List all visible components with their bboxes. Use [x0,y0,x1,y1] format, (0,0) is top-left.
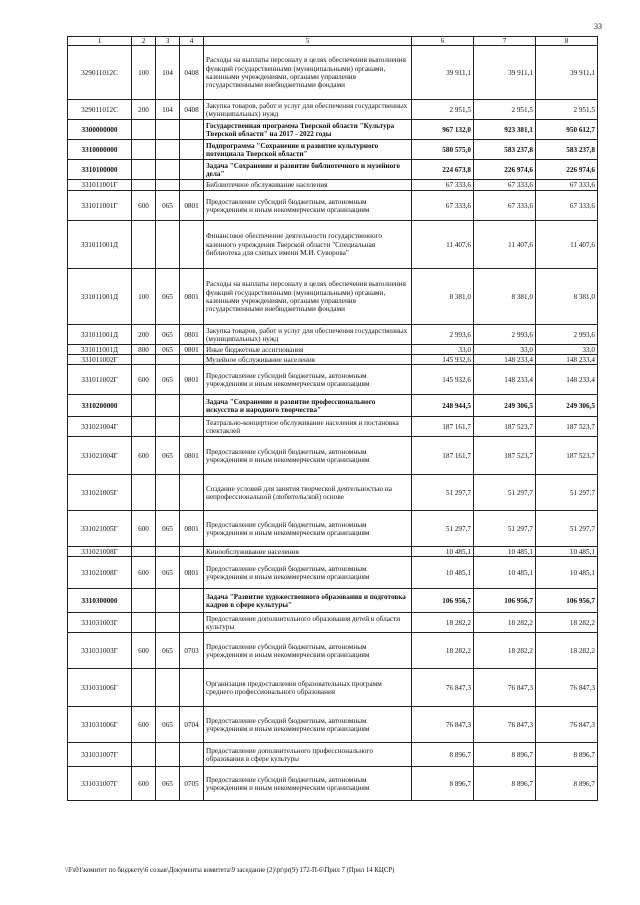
amount-2022-cell: 8 896,7 [536,743,598,767]
amount-2022-cell: 67 333,6 [536,191,598,221]
amount-2020-cell: 8 896,7 [412,743,474,767]
code-cell: 331011002Г [68,365,132,395]
table-row [68,633,598,669]
expense-type-cell [132,743,156,767]
section-cell: 0703 [180,633,204,669]
amount-2021-cell: 187 523,7 [474,437,536,475]
amount-2021-cell: 10 485,1 [474,547,536,557]
amount-2020-cell: 10 485,1 [412,547,474,557]
expense-type-cell [132,120,156,140]
description-cell: Задача "Сохранение и развитие библиотечного и музейного дела" [204,160,412,180]
department-cell: 065 [156,325,180,345]
section-cell: 0704 [180,707,204,743]
expense-type-cell [132,180,156,191]
expense-type-cell [132,355,156,365]
code-cell: 331031007Г [68,767,132,801]
code-cell: 331011002Г [68,355,132,365]
description-cell: Закупка товаров, работ и услуг для обеспечения государственных (муниципальных) нужд [204,325,412,345]
code-cell: 331031003Г [68,633,132,669]
department-cell [156,355,180,365]
department-cell: 104 [156,100,180,120]
section-cell [180,589,204,613]
description-cell: Задача "Сохранение и развитие профессионального искусства и народного творчества" [204,395,412,417]
expense-type-cell [132,589,156,613]
table-row [68,767,598,801]
amount-2020-cell: 106 956,7 [412,589,474,613]
expense-type-cell: 100 [132,269,156,325]
amount-2020-cell: 18 282,2 [412,633,474,669]
code-cell: 331011001Г [68,180,132,191]
expense-type-cell: 600 [132,707,156,743]
description-cell: Расходы на выплаты персоналу в целях обеспечения выполнения функций государственными (муниципальными) органами, казенными учреждениями, органами управления государственными внебюджетными фондами [204,269,412,325]
description-cell: Предоставление дополнительного образования детей в области культуры [204,613,412,633]
description-cell: Предоставление субсидий бюджетным, автономным учреждениям и иным некоммерческим организациям [204,511,412,547]
table-row [68,140,598,160]
code-cell: 331021005Г [68,511,132,547]
amount-2020-cell: 187 161,7 [412,417,474,437]
amount-2021-cell: 33,0 [474,345,536,355]
amount-2021-cell: 10 485,1 [474,557,536,589]
section-cell [180,669,204,707]
section-cell: 0408 [180,46,204,100]
description-cell: Предоставление дополнительного профессионального образования в сфере культуры [204,743,412,767]
department-cell: 065 [156,269,180,325]
expense-type-cell: 600 [132,557,156,589]
description-cell: Государственная программа Тверской области "Культура Тверской области" на 2017 - 2022 годы [204,120,412,140]
amount-2022-cell: 106 956,7 [536,589,598,613]
expense-type-cell: 600 [132,437,156,475]
department-cell [156,140,180,160]
header-cell: 4 [180,37,204,46]
page-number: 33 [594,22,602,31]
code-cell: 331031006Г [68,707,132,743]
table-row [68,557,598,589]
amount-2021-cell: 76 847,3 [474,669,536,707]
expense-type-cell: 600 [132,365,156,395]
amount-2021-cell: 148 233,4 [474,365,536,395]
expense-type-cell: 200 [132,100,156,120]
expense-type-cell [132,547,156,557]
header-cell: 6 [412,37,474,46]
header-cell: 8 [536,37,598,46]
amount-2020-cell: 33,0 [412,345,474,355]
section-cell [180,613,204,633]
department-cell: 065 [156,557,180,589]
code-cell: 331011001Д [68,345,132,355]
table-row [68,547,598,557]
amount-2022-cell: 8 381,0 [536,269,598,325]
department-cell [156,613,180,633]
header-cell: 7 [474,37,536,46]
section-cell: 0801 [180,191,204,221]
code-cell: 331031006Г [68,669,132,707]
expense-type-cell: 600 [132,191,156,221]
table-header-row [68,37,598,46]
code-cell: 331021004Г [68,417,132,437]
section-cell [180,743,204,767]
description-cell: Подпрограмма "Сохранение и развитие культурного потенциала Тверской области" [204,140,412,160]
amount-2021-cell: 226 974,6 [474,160,536,180]
description-cell: Театрально-концертное обслуживание населения и постановка спектаклей [204,417,412,437]
table-row [68,325,598,345]
expense-type-cell [132,417,156,437]
department-cell [156,669,180,707]
amount-2021-cell: 18 282,2 [474,633,536,669]
file-path-footer: \\Fs01\комитет по бюджету\6 созыв\Документы комитета\9 заседание (2)\pr\pr(9) 172-П-6\Прил 7 (Прил 14 КЦСР) [65,867,395,874]
department-cell: 065 [156,707,180,743]
amount-2022-cell: 11 407,6 [536,221,598,269]
table-row [68,511,598,547]
header-cell: 2 [132,37,156,46]
table-row [68,269,598,325]
expense-type-cell [132,475,156,511]
section-cell: 0801 [180,365,204,395]
table-row [68,669,598,707]
amount-2020-cell: 2 993,6 [412,325,474,345]
department-cell [156,160,180,180]
table-row [68,120,598,140]
section-cell: 0408 [180,100,204,120]
section-cell: 0801 [180,325,204,345]
amount-2022-cell: 2 951,5 [536,100,598,120]
amount-2022-cell: 148 233,4 [536,355,598,365]
amount-2020-cell: 67 333,6 [412,180,474,191]
description-cell: Финансовое обеспечение деятельности государственного казенного учреждения Тверской области "Специальная библиотека для слепых имени М.И. Суворова" [204,221,412,269]
amount-2021-cell: 8 381,0 [474,269,536,325]
expense-type-cell [132,395,156,417]
amount-2021-cell: 51 297,7 [474,511,536,547]
department-cell [156,120,180,140]
section-cell [180,395,204,417]
code-cell: 3310300000 [68,589,132,613]
amount-2021-cell: 187 523,7 [474,417,536,437]
expense-type-cell: 200 [132,325,156,345]
amount-2021-cell: 148 233,4 [474,355,536,365]
table-row [68,191,598,221]
code-cell: 3310200000 [68,395,132,417]
amount-2021-cell: 67 333,6 [474,180,536,191]
code-cell: 329011012С [68,46,132,100]
amount-2020-cell: 10 485,1 [412,557,474,589]
expense-type-cell [132,669,156,707]
amount-2021-cell: 51 297,7 [474,475,536,511]
expense-type-cell: 800 [132,345,156,355]
amount-2021-cell: 249 306,5 [474,395,536,417]
code-cell: 331021004Г [68,437,132,475]
section-cell: 0801 [180,345,204,355]
expense-type-cell [132,613,156,633]
code-cell: 3300000000 [68,120,132,140]
amount-2021-cell: 8 896,7 [474,767,536,801]
budget-table-body [68,37,598,801]
section-cell [180,475,204,511]
department-cell: 065 [156,633,180,669]
department-cell: 065 [156,365,180,395]
section-cell [180,160,204,180]
table-row [68,707,598,743]
section-cell: 0801 [180,437,204,475]
amount-2021-cell: 2 993,6 [474,325,536,345]
amount-2022-cell: 187 523,7 [536,417,598,437]
expense-type-cell [132,160,156,180]
table-row [68,437,598,475]
table-row [68,417,598,437]
description-cell: Предоставление субсидий бюджетным, автономным учреждениям и иным некоммерческим организациям [204,437,412,475]
section-cell [180,547,204,557]
amount-2021-cell: 67 333,6 [474,191,536,221]
amount-2020-cell: 8 896,7 [412,767,474,801]
code-cell: 331011001Г [68,191,132,221]
amount-2022-cell: 583 237,8 [536,140,598,160]
amount-2020-cell: 967 132,0 [412,120,474,140]
table-row [68,613,598,633]
section-cell: 0801 [180,511,204,547]
amount-2020-cell: 76 847,3 [412,707,474,743]
description-cell: Иные бюджетные ассигнования [204,345,412,355]
amount-2020-cell: 224 673,8 [412,160,474,180]
section-cell: 0801 [180,269,204,325]
amount-2022-cell: 2 993,6 [536,325,598,345]
section-cell [180,120,204,140]
header-cell: 1 [68,37,132,46]
amount-2020-cell: 76 847,3 [412,669,474,707]
section-cell [180,221,204,269]
amount-2022-cell: 18 282,2 [536,613,598,633]
code-cell: 331021005Г [68,475,132,511]
department-cell [156,743,180,767]
amount-2020-cell: 51 297,7 [412,511,474,547]
amount-2020-cell: 67 333,6 [412,191,474,221]
amount-2020-cell: 248 944,5 [412,395,474,417]
department-cell: 065 [156,437,180,475]
amount-2022-cell: 10 485,1 [536,557,598,589]
amount-2022-cell: 249 306,5 [536,395,598,417]
amount-2022-cell: 76 847,3 [536,669,598,707]
code-cell: 331011001Д [68,325,132,345]
expense-type-cell [132,140,156,160]
budget-table [67,36,598,801]
header-cell: 5 [204,37,412,46]
department-cell: 065 [156,767,180,801]
section-cell [180,180,204,191]
code-cell: 3310000000 [68,140,132,160]
expense-type-cell [132,221,156,269]
section-cell [180,417,204,437]
amount-2022-cell: 67 333,6 [536,180,598,191]
code-cell: 331021008Г [68,557,132,589]
department-cell: 065 [156,345,180,355]
table-row [68,100,598,120]
amount-2020-cell: 8 381,0 [412,269,474,325]
description-cell: Кинообслуживание населения [204,547,412,557]
department-cell [156,589,180,613]
amount-2021-cell: 8 896,7 [474,743,536,767]
amount-2021-cell: 2 951,5 [474,100,536,120]
table-row [68,743,598,767]
amount-2021-cell: 18 282,2 [474,613,536,633]
department-cell [156,417,180,437]
section-cell [180,140,204,160]
table-row [68,160,598,180]
table-row [68,221,598,269]
amount-2022-cell: 18 282,2 [536,633,598,669]
header-cell: 3 [156,37,180,46]
amount-2022-cell: 226 974,6 [536,160,598,180]
table-row [68,589,598,613]
amount-2020-cell: 580 575,0 [412,140,474,160]
description-cell: Библиотечное обслуживание населения [204,180,412,191]
amount-2022-cell: 950 612,7 [536,120,598,140]
amount-2022-cell: 148 233,4 [536,365,598,395]
amount-2021-cell: 923 381,1 [474,120,536,140]
description-cell: Предоставление субсидий бюджетным, автономным учреждениям и иным некоммерческим организациям [204,633,412,669]
code-cell: 331031003Г [68,613,132,633]
table-row [68,355,598,365]
table-row [68,365,598,395]
amount-2021-cell: 39 911,1 [474,46,536,100]
amount-2020-cell: 39 911,1 [412,46,474,100]
amount-2021-cell: 11 407,6 [474,221,536,269]
description-cell: Предоставление субсидий бюджетным, автономным учреждениям и иным некоммерческим организациям [204,365,412,395]
section-cell: 0705 [180,767,204,801]
description-cell: Предоставление субсидий бюджетным, автономным учреждениям и иным некоммерческим организациям [204,557,412,589]
expense-type-cell: 600 [132,511,156,547]
description-cell: Музейное обслуживание населения [204,355,412,365]
amount-2020-cell: 18 282,2 [412,613,474,633]
amount-2022-cell: 187 523,7 [536,437,598,475]
code-cell: 331031007Г [68,743,132,767]
description-cell: Предоставление субсидий бюджетным, автономным учреждениям и иным некоммерческим организациям [204,191,412,221]
department-cell: 065 [156,511,180,547]
section-cell [180,355,204,365]
department-cell: 104 [156,46,180,100]
table-row [68,180,598,191]
section-cell: 0801 [180,557,204,589]
table-row [68,345,598,355]
amount-2020-cell: 11 407,6 [412,221,474,269]
amount-2021-cell: 583 237,8 [474,140,536,160]
amount-2022-cell: 51 297,7 [536,475,598,511]
department-cell [156,180,180,191]
amount-2020-cell: 145 932,6 [412,355,474,365]
table-row [68,475,598,511]
code-cell: 329011012С [68,100,132,120]
amount-2022-cell: 8 896,7 [536,767,598,801]
department-cell: 065 [156,191,180,221]
expense-type-cell: 100 [132,46,156,100]
description-cell: Расходы на выплаты персоналу в целях обеспечения выполнения функций государственными (муниципальными) органами, казенными учреждениями, органами управления государственными внебюджетными фондами [204,46,412,100]
amount-2022-cell: 10 485,1 [536,547,598,557]
department-cell [156,221,180,269]
department-cell [156,547,180,557]
description-cell: Задача "Развитие художественного образования и подготовка кадров в сфере культуры" [204,589,412,613]
code-cell: 331011001Д [68,221,132,269]
table-row [68,46,598,100]
table-row [68,395,598,417]
description-cell: Закупка товаров, работ и услуг для обеспечения государственных (муниципальных) нужд [204,100,412,120]
expense-type-cell: 600 [132,767,156,801]
amount-2022-cell: 51 297,7 [536,511,598,547]
department-cell [156,395,180,417]
description-cell: Создание условий для занятия творческой деятельностью на непрофессиональной (любительской) основе [204,475,412,511]
amount-2020-cell: 2 951,5 [412,100,474,120]
amount-2022-cell: 76 847,3 [536,707,598,743]
amount-2022-cell: 33,0 [536,345,598,355]
amount-2021-cell: 106 956,7 [474,589,536,613]
code-cell: 331021008Г [68,547,132,557]
amount-2020-cell: 187 161,7 [412,437,474,475]
description-cell: Организация предоставления образовательных программ среднего профессионального образования [204,669,412,707]
department-cell [156,475,180,511]
code-cell: 3310100000 [68,160,132,180]
amount-2020-cell: 51 297,7 [412,475,474,511]
description-cell: Предоставление субсидий бюджетным, автономным учреждениям и иным некоммерческим организациям [204,707,412,743]
description-cell: Предоставление субсидий бюджетным, автономным учреждениям и иным некоммерческим организациям [204,767,412,801]
amount-2022-cell: 39 911,1 [536,46,598,100]
amount-2021-cell: 76 847,3 [474,707,536,743]
expense-type-cell: 600 [132,633,156,669]
code-cell: 331011001Д [68,269,132,325]
amount-2020-cell: 145 932,6 [412,365,474,395]
